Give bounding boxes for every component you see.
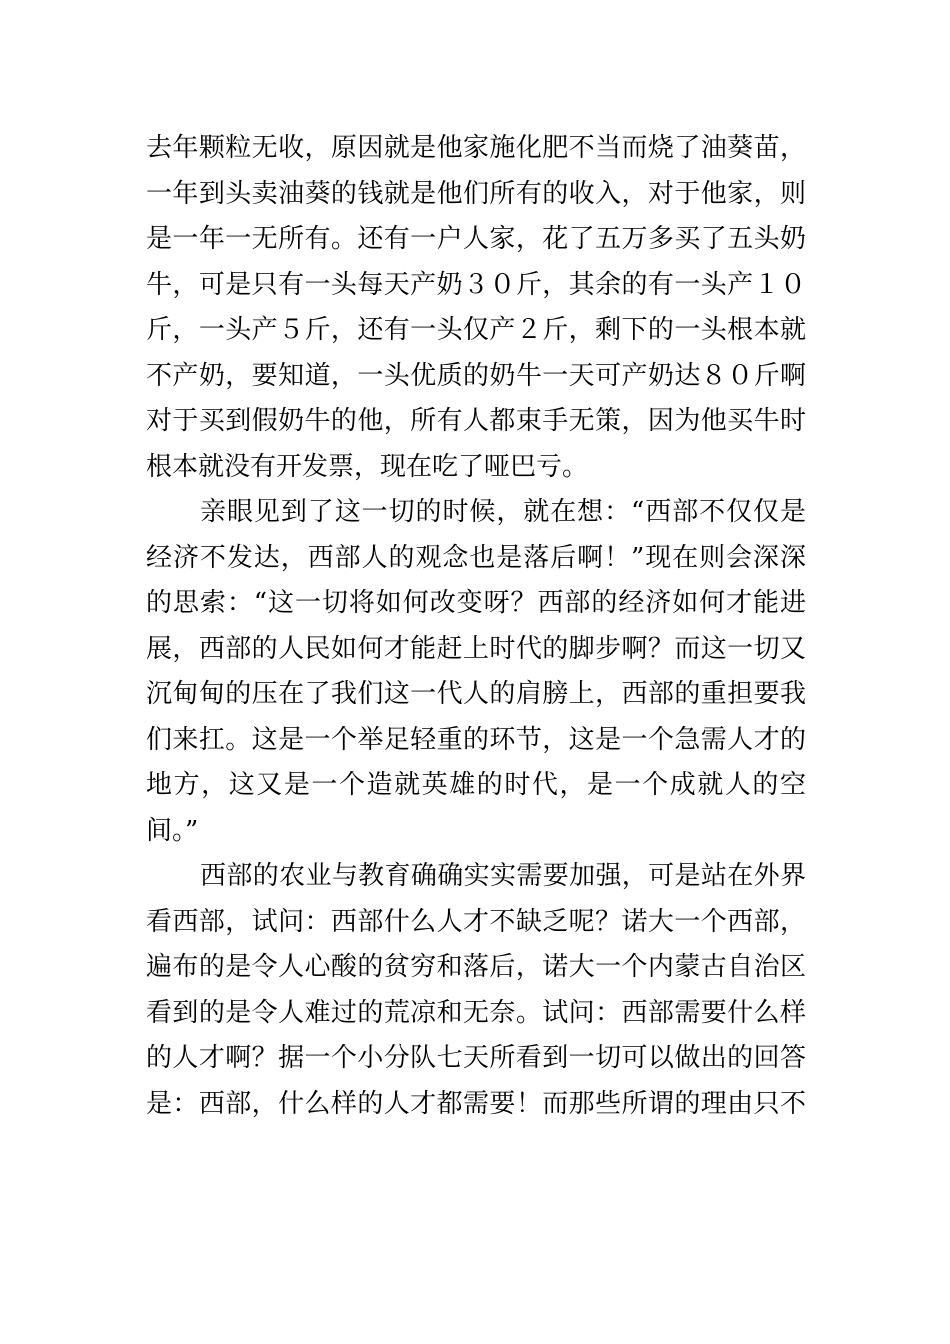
text-line: 根本就没有开发票，现在吃了哑巴亏。: [146, 451, 589, 482]
text-line: 是一年一无所有。还有一户人家，花了五万多买了五头奶: [146, 224, 806, 254]
text-line: 沉甸甸的压在了我们这一代人的肩膀上，西部的重担要我: [146, 679, 806, 709]
text-line: 西部的农业与教育确确实实需要加强，可是站在外界: [200, 861, 806, 891]
text-line: 对于买到假奶牛的他，所有人都束手无策，因为他买牛时: [146, 406, 806, 436]
text-line: 遍布的是令人心酸的贫穷和落后，诺大一个内蒙古自治区: [146, 952, 806, 982]
text-line: 们来扛。这是一个举足轻重的环节，这是一个急需人才的: [146, 724, 806, 755]
text-line: 的人才啊？据一个小分队七天所看到一切可以做出的回答: [146, 1043, 806, 1073]
text-line: 间。”: [146, 815, 199, 846]
text-line: 经济不发达，西部人的观念也是落后啊！”现在则会深深: [146, 542, 806, 573]
text-line: 斤，一头产５斤，还有一头仅产２斤，剩下的一头根本就: [146, 315, 806, 345]
text-line: 亲眼见到了这一切的时候，就在想：“西部不仅仅是: [200, 497, 806, 527]
text-line: 去年颗粒无收，原因就是他家施化肥不当而烧了油葵苗，: [146, 133, 806, 163]
text-line: 地方，这又是一个造就英雄的时代，是一个成就人的空: [146, 770, 806, 800]
text-line: 的思索：“这一切将如何改变呀？西部的经济如何才能进: [146, 588, 806, 618]
document-body: [146, 126, 806, 1127]
text-line: 展，西部的人民如何才能赶上时代的脚步啊？而这一切又: [146, 633, 806, 664]
text-line: 不产奶，要知道，一头优质的奶牛一天可产奶达８０斤啊: [146, 360, 806, 391]
text-line: 牛，可是只有一头每天产奶３０斤，其余的有一头产１０: [146, 269, 806, 300]
text-line: 是：西部，什么样的人才都需要！而那些所谓的理由只不: [146, 1088, 806, 1119]
text-line: 看西部，试问：西部什么人才不缺乏呢？诺大一个西部，: [146, 906, 806, 937]
text-line: 一年到头卖油葵的钱就是他们所有的收入，对于他家，则: [146, 178, 806, 209]
text-line: 看到的是令人难过的荒凉和无奈。试问：西部需要什么样: [146, 997, 806, 1028]
